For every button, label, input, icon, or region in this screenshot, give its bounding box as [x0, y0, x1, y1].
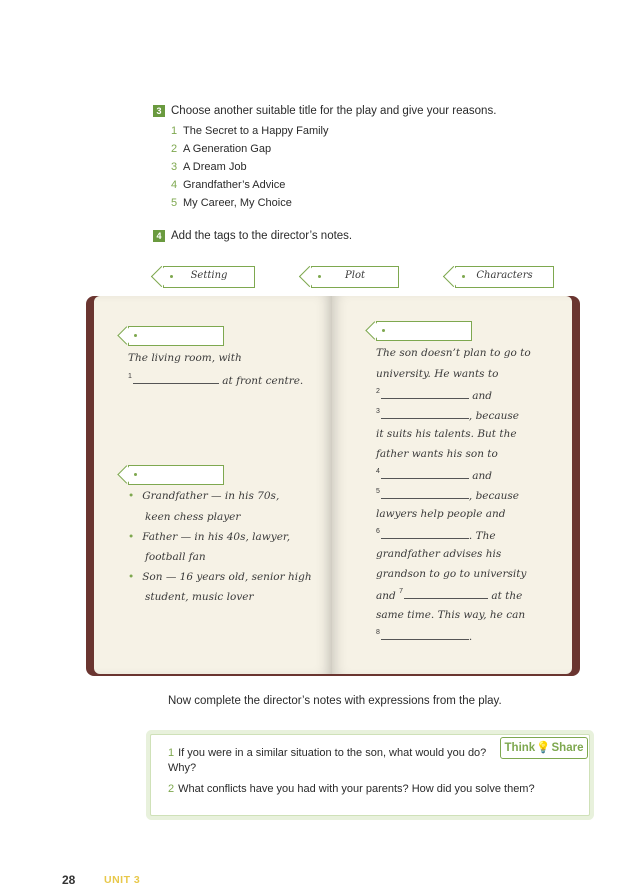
list-item: 4 Grandfather’s Advice [171, 179, 286, 191]
plot-line: lawyers help people and [376, 508, 506, 520]
answer-blank-7[interactable] [404, 588, 488, 599]
plot-line: it suits his talents. But the [376, 428, 517, 440]
tag-label: Plot [345, 270, 365, 281]
character-son: • Son — 16 years old, senior high [128, 571, 312, 583]
exercise-4-instruction [153, 230, 352, 242]
think-share-badge: Think💡Share [500, 737, 588, 759]
plot-line: grandson to go to university [376, 568, 527, 580]
exercise-4-title: Add the tags to the director’s notes. [171, 230, 353, 242]
character-father: • Father — in his 40s, lawyer, [128, 531, 291, 543]
discussion-question-2: 2 What conflicts have you had with your parents? How did you solve them? [168, 783, 535, 795]
title-options-list [171, 122, 329, 212]
plot-line: university. He wants to [376, 368, 499, 380]
tag-plot[interactable] [311, 266, 399, 288]
plot-line: $^6$ . The [376, 528, 496, 542]
list-item: 3 A Dream Job [171, 161, 247, 173]
plot-line: father wants his son to [376, 448, 498, 460]
answer-blank-3[interactable] [381, 408, 469, 419]
exercise-3-title: Choose another suitable title for the play and give your reasons. [171, 105, 497, 117]
tag-slot-3[interactable] [128, 465, 224, 485]
tag-slot-2[interactable] [376, 321, 472, 341]
unit-label: UNIT 3 [104, 874, 141, 886]
setting-blank-line: $^1$ at front centre. [128, 373, 304, 387]
exercise-3-instruction [153, 105, 496, 117]
answer-blank-1[interactable] [133, 373, 219, 384]
tag-setting[interactable] [163, 266, 255, 288]
setting-text: The living room, with [128, 352, 242, 364]
tag-characters[interactable] [455, 266, 554, 288]
plot-line: same time. This way, he can [376, 609, 526, 621]
plot-line: and $^7$ at the [376, 588, 523, 602]
plot-line: $^5$ , because [376, 488, 520, 502]
page-number: 28 [62, 873, 76, 887]
answer-blank-4[interactable] [381, 468, 469, 479]
list-item: 2 A Generation Gap [171, 143, 272, 155]
character-grandfather-detail: keen chess player [145, 511, 241, 523]
exercise-4-number: 4 [153, 230, 165, 242]
plot-line: The son doesn’t plan to go to [376, 347, 531, 359]
plot-line: $^4$ and [376, 468, 492, 482]
character-son-detail: student, music lover [145, 591, 254, 603]
list-item: 5 My Career, My Choice [171, 197, 292, 209]
tag-label: Characters [476, 270, 533, 281]
character-grandfather: • Grandfather — in his 70s, [128, 490, 280, 502]
tag-label: Setting [190, 270, 228, 281]
plot-line: $^3$ , because [376, 408, 520, 422]
answer-blank-6[interactable] [381, 528, 469, 539]
tag-slot-1[interactable] [128, 326, 224, 346]
answer-blank-2[interactable] [381, 388, 469, 399]
answer-blank-8[interactable] [381, 629, 469, 640]
plot-line: $^8$ . [376, 629, 473, 643]
lightbulb-icon: 💡 [536, 742, 551, 754]
exercise-3-number: 3 [153, 105, 165, 117]
answer-blank-5[interactable] [381, 488, 469, 499]
discussion-question-1: 1 If you were in a similar situation to the son, what would you do? Why? [168, 747, 487, 774]
character-father-detail: football fan [145, 551, 206, 563]
plot-line: grandfather advises his [376, 548, 502, 560]
complete-instruction: Now complete the director’s notes with expressions from the play. [168, 695, 502, 707]
plot-line: $^2$ and [376, 388, 492, 402]
list-item: 1 The Secret to a Happy Family [171, 125, 329, 137]
